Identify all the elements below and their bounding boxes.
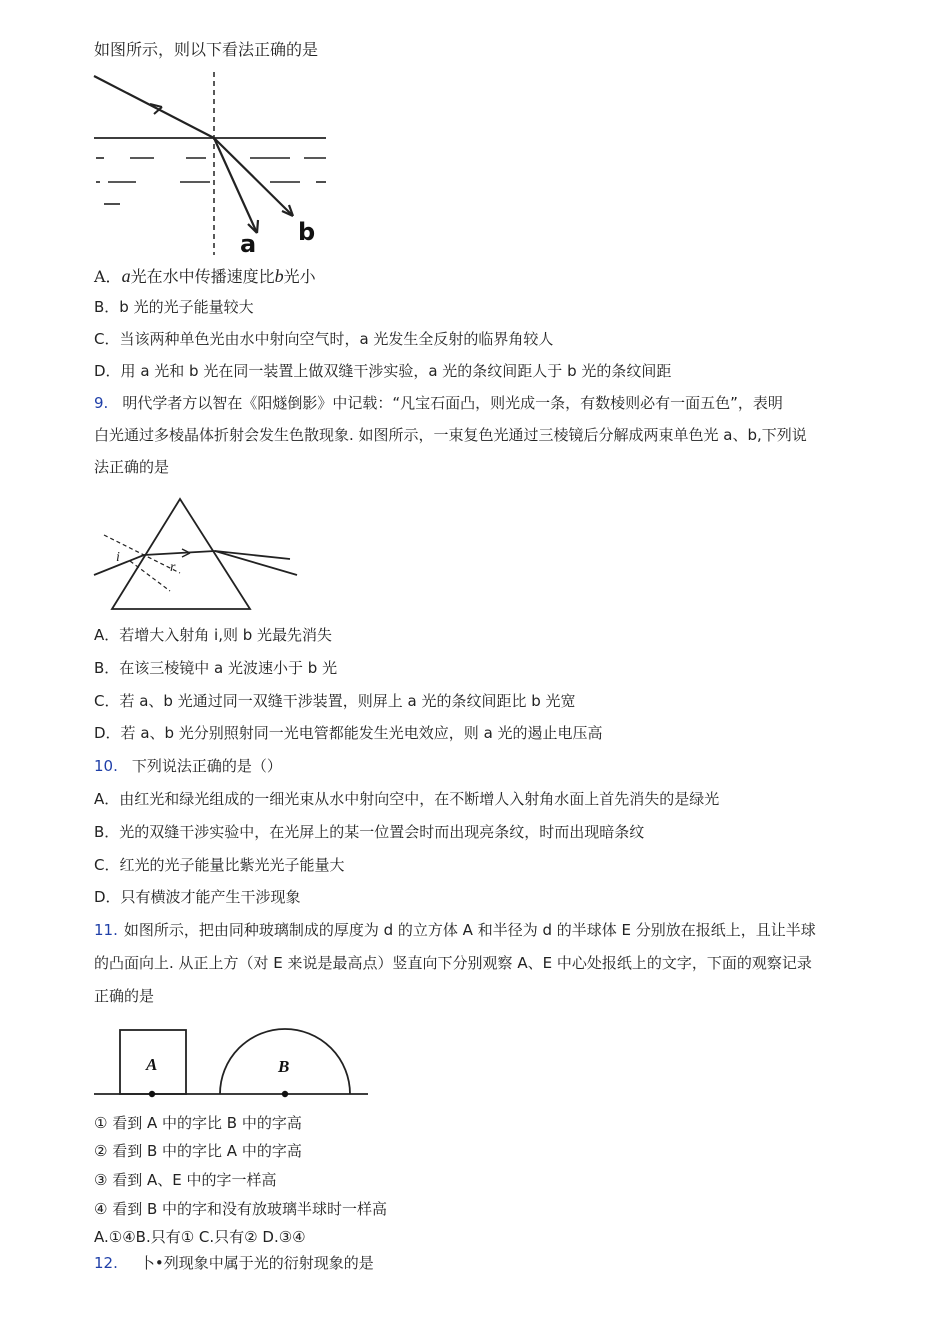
q11-statement-4: ④ 看到 B 中的字和没有放玻璃半球时一样高 — [94, 1200, 388, 1218]
q11-statement-1: ① 看到 A 中的字比 B 中的字高 — [94, 1114, 302, 1132]
q8-option-c: C．当该两种单色光由水中射向空气时，a 光发生全反射的临界角较人 — [94, 330, 554, 348]
q8-option-d: D．用 a 光和 b 光在同一装置上做双缝干涉实验，a 光的条纹间距人于 b 光的条纹间距 — [94, 362, 672, 380]
q10-stem: 10. 下列说法正确的是（） — [94, 757, 282, 775]
cube-hemisphere-figure — [92, 1024, 372, 1104]
q10-option-b: B．光的双缝干涉实验中，在光屏上的某一位置会时而出现亮条纹，时而出现暗条纹 — [94, 823, 645, 841]
q9-option-c: C．若 a、b 光通过同一双缝干涉装置，则屏上 a 光的条纹间距比 b 光宽 — [94, 692, 576, 710]
q11-statement-3: ③ 看到 A、E 中的字一样高 — [94, 1171, 277, 1189]
q8-option-a: A．a光在水中传播速度比b光小 — [94, 266, 316, 286]
label-cube-a: A — [146, 1055, 158, 1074]
q11-line1: 11. 如图所示，把由同种玻璃制成的厚度为 d 的立方体 A 和半径为 d 的半球体 E 分别放在报纸上，且让半球 — [94, 921, 816, 939]
q10-option-d: D．只有横波才能产生干涉现象 — [94, 888, 301, 906]
q11-line3: 正确的是 — [94, 987, 155, 1005]
label-i: i — [116, 550, 120, 565]
refraction-figure — [90, 70, 335, 260]
q10-option-a: A．由红光和绿光组成的一细光束从水中射向空中，在不断增人入射角水面上首先消失的是绿光 — [94, 790, 720, 808]
q12-stem: 12. 卜•列现象中属于光的衍射现象的是 — [94, 1254, 374, 1272]
q9-option-b: B．在该三棱镜中 a 光波速小于 b 光 — [94, 659, 338, 677]
q11-line2: 的凸面向上. 从正上方（对 E 来说是最高点）竖直向下分别观察 A、E 中心处报纸上的文字，下面的观察记录 — [94, 954, 812, 972]
q9-line3: 法正确的是 — [94, 458, 170, 476]
q9-option-d: D．若 a、b 光分别照射同一光电管都能发生光电效应，则 a 光的遏止电压高 — [94, 724, 603, 742]
q9-line1: 9. 明代学者方以智在《阳燧倒影》中记载：“凡宝石面凸，则光成一条，有数棱则必有一面五色”，表明 — [94, 394, 783, 412]
q8-stem: 如图所示，则以下看法正确的是 — [94, 40, 319, 59]
q9-line2: 白光通过多棱晶体折射会发生色散现象. 如图所示，一束复色光通过三棱镜后分解成两束单色光 a、b,下列说 — [94, 426, 807, 444]
label-r: r — [170, 560, 176, 575]
q10-option-c: C．红光的光子能量比紫光光子能量大 — [94, 856, 345, 874]
q11-statement-2: ② 看到 B 中的字比 A 中的字高 — [94, 1142, 302, 1160]
label-a: a — [240, 230, 257, 258]
prism-figure — [90, 495, 305, 615]
label-hemisphere-b: B — [278, 1057, 290, 1076]
q8-option-b: B．b 光的光子能量较大 — [94, 298, 254, 316]
q9-option-a: A．若增大入射角 i,则 b 光最先消失 — [94, 626, 333, 644]
label-b: b — [298, 218, 316, 246]
q11-options: A.①④B.只有① C.只有② D.③④ — [94, 1228, 306, 1246]
